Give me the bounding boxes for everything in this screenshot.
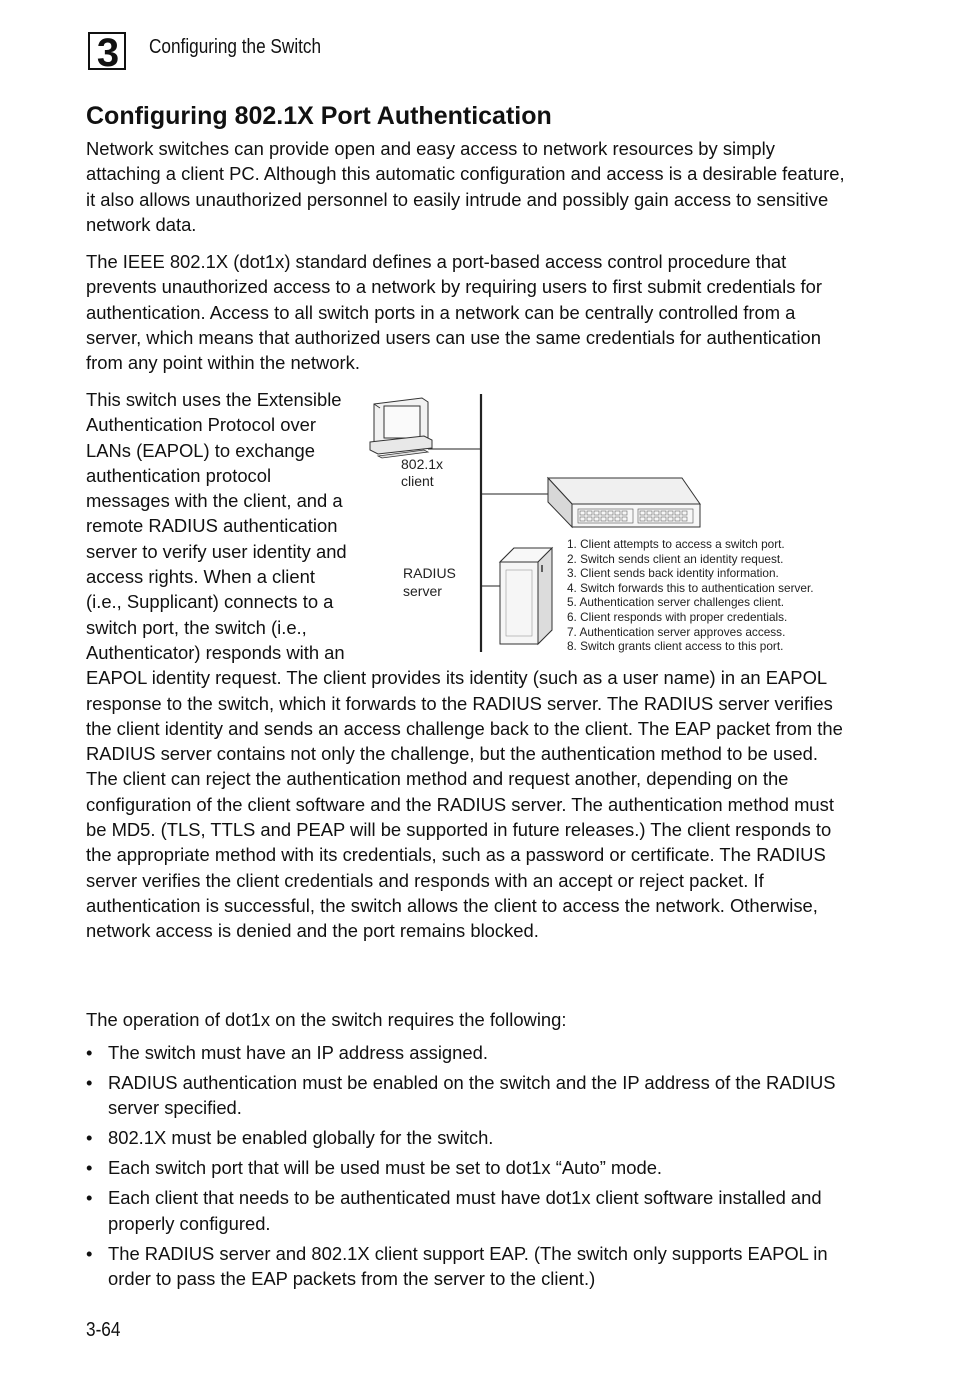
server-icon xyxy=(500,548,552,644)
step-1: 1. Client attempts to access a switch port. xyxy=(567,537,785,551)
server-label-line2: server xyxy=(403,583,442,599)
list-item: • The RADIUS server and 802.1X client support EAP. (The switch only supports EAPOL in order to pass the EAP packets from the server to the client.) xyxy=(86,1241,846,1292)
step-7: 7. Authentication server approves access. xyxy=(567,625,786,639)
step-6: 6. Client responds with proper credentials. xyxy=(567,610,788,624)
server-label-line1: RADIUS xyxy=(403,565,456,581)
step-3: 3. Client sends back identity information. xyxy=(567,566,779,580)
page-number: 3-64 xyxy=(86,1319,121,1341)
dot1x-diagram xyxy=(362,390,854,662)
standard-paragraph: The IEEE 802.1X (dot1x) standard defines a port-based access control procedure that prevents unauthorized access to a network by requiring users to first submit credentials for authentication. Access to all switch ports in a network can be centrally controlled from a server, which means that authorized users can use the same credentials for authentication from any point within the network. xyxy=(86,251,822,374)
list-item: • RADIUS authentication must be enabled on the switch and the IP address of the RADIUS server specified. xyxy=(86,1070,846,1121)
list-item: • Each client that needs to be authenticated must have dot1x client software installed and properly configured. xyxy=(86,1185,846,1236)
chapter-number: 3 xyxy=(96,32,120,70)
authentication-steps xyxy=(567,537,814,653)
client-label-line1: 802.1x xyxy=(401,456,444,472)
running-title: Configuring the Switch xyxy=(149,36,322,58)
client-label-line2: client xyxy=(401,473,434,489)
step-5: 5. Authentication server challenges client. xyxy=(567,595,785,609)
chapter-number-badge xyxy=(88,32,126,70)
list-item: • Each switch port that will be used must be set to dot1x “Auto” mode. xyxy=(86,1155,846,1180)
pc-icon xyxy=(370,398,432,458)
list-item: • The switch must have an IP address assigned. xyxy=(86,1040,846,1065)
step-2: 2. Switch sends client an identity request. xyxy=(567,552,784,566)
list-item: • 802.1X must be enabled globally for the switch. xyxy=(86,1125,846,1150)
step-8: 8. Switch grants client access to this port. xyxy=(567,639,784,653)
switch-icon xyxy=(548,478,700,527)
eapol-paragraph-text: This switch uses the Extensible Authentication Protocol over LANs (EAPOL) to exchange authentication protocol messages with the client, and a remote RADIUS authentication server to verify user identity and access rights. When a client (i.e., Supplicant) connects to a switch port, the switch (i.e., Authenticator) responds with an EAPOL identity request. The client provides its identity (such as a user name) in an EAPOL response to the switch, which it forwards to the RADIUS server. The RADIUS server verifies the client identity and sends an access challenge back to the client. The EAP packet from the RADIUS server contains not only the challenge, but the authentication method to be used. The client can reject the authentication method and request another, depending on the configuration of the client software and the RADIUS server. The authentication method must be MD5. (TLS, TTLS and PEAP will be supported in future releases.) The client responds to the appropriate method with its credentials, such as a password or certificate. The RADIUS server verifies the client credentials and responds with an accept or reject packet. If authentication is successful, the switch allows the client to access the network. Otherwise, network access is denied and the port remains blocked. xyxy=(86,389,843,942)
requirements-list xyxy=(86,1040,846,1296)
step-4: 4. Switch forwards this to authentication server. xyxy=(567,581,814,595)
section-heading: Configuring 802.1X Port Authentication xyxy=(86,102,552,130)
requirements-intro: The operation of dot1x on the switch requires the following: xyxy=(86,1009,567,1030)
intro-paragraph: Network switches can provide open and easy access to network resources by simply attaching a client PC. Although this automatic configuration and access is a desirable feature, it also allows unauthorized personnel to easily intrude and possibly gain access to sensitive network data. xyxy=(86,138,845,235)
